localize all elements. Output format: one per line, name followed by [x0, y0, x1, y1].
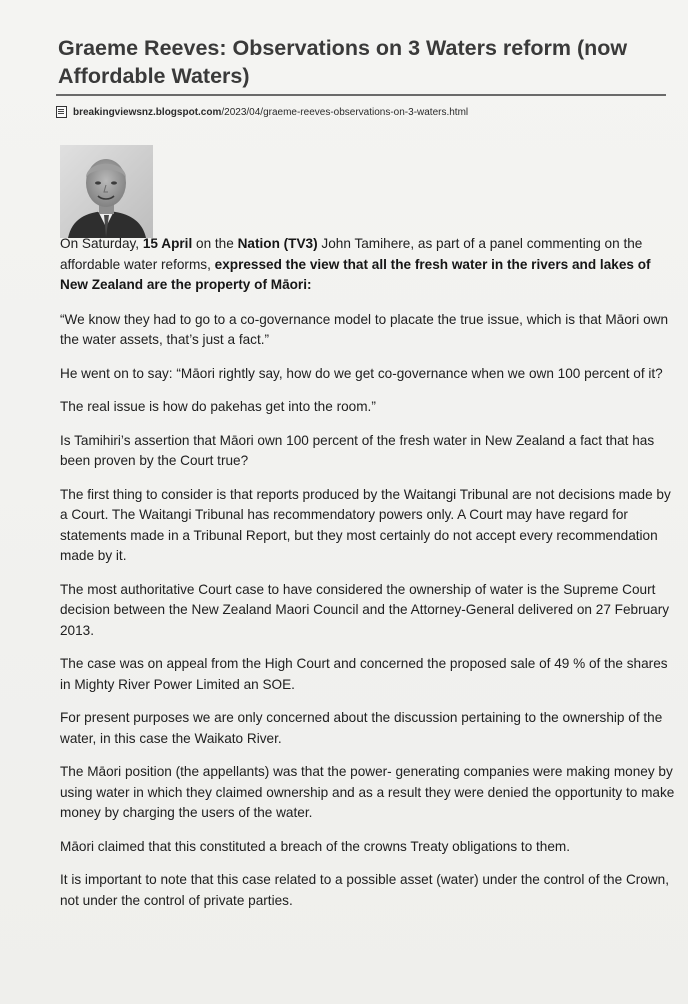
- article-paragraph: It is important to note that this case related to a possible asset (water) under the control of the Crown, not under the control of private parties.: [60, 872, 670, 908]
- article-paragraph: The most authoritative Court case to have considered the ownership of water is the Supreme Court decision between the New Zealand Maori Council and the Attorney-General delivered on 27 February 2013.: [60, 581, 670, 638]
- text-run: John Tamihere, as part of a panel commenting on the affordable water reforms,: [60, 236, 643, 272]
- bold-text: Nation (TV3): [237, 236, 318, 251]
- article-paragraph: [60, 234, 680, 296]
- text-run: On Saturday,: [60, 236, 143, 251]
- article-paragraph: The case was on appeal from the High Court and concerned the proposed sale of 49 % of the shares in Mighty River Power Limited an SOE.: [60, 656, 668, 692]
- article-paragraph: Māori claimed that this constituted a breach of the crowns Treaty obligations to them.: [60, 838, 571, 854]
- article-body: [60, 234, 680, 924]
- article-paragraph: “We know they had to go to a co-governance model to placate the true issue, which is that Māori own the water assets, that’s just a fact.”: [60, 311, 669, 347]
- text-run: on the: [192, 236, 238, 251]
- article-paragraph: The Māori position (the appellants) was that the power- generating companies were making money by using water in which they claimed ownership and as a result they were denied the opportunity to make money by charging the users of the water.: [60, 764, 675, 820]
- source-domain: breakingviewsnz.blogspot.com: [73, 106, 222, 118]
- author-photo: [60, 145, 153, 238]
- article-paragraph: Is Tamihiri’s assertion that Māori own 100 percent of the fresh water in New Zealand a fact that has been proven by the Court true?: [60, 432, 655, 468]
- document-icon: [56, 106, 67, 118]
- source-line: [56, 104, 468, 120]
- article-paragraph: The first thing to consider is that reports produced by the Waitangi Tribunal are not decisions made by a Court. The Waitangi Tribunal has recommendatory powers only. A Court may have regard for statements made in a Tribunal Report, but they most certainly do not accept every recommendation made by it.: [60, 486, 671, 563]
- source-path: /2023/04/graeme-reeves-observations-on-3-waters.html: [221, 106, 469, 118]
- bold-text: expressed the view that all the fresh water in the rivers and lakes of New Zealand are the property of Māori:: [60, 256, 651, 292]
- bold-text: 15 April: [142, 236, 193, 251]
- article-paragraph: He went on to say: “Māori rightly say, how do we get co-governance when we own 100 percent of it?: [60, 365, 663, 381]
- title-divider: [56, 94, 666, 96]
- article-paragraph: For present purposes we are only concerned about the discussion pertaining to the ownership of the water, in this case the Waikato River.: [60, 710, 663, 746]
- portrait-photo-icon: [60, 145, 153, 238]
- article-paragraph: The real issue is how do pakehas get into the room.”: [60, 399, 376, 414]
- article-title: Graeme Reeves: Observations on 3 Waters reform (now Affordable Waters): [58, 36, 628, 88]
